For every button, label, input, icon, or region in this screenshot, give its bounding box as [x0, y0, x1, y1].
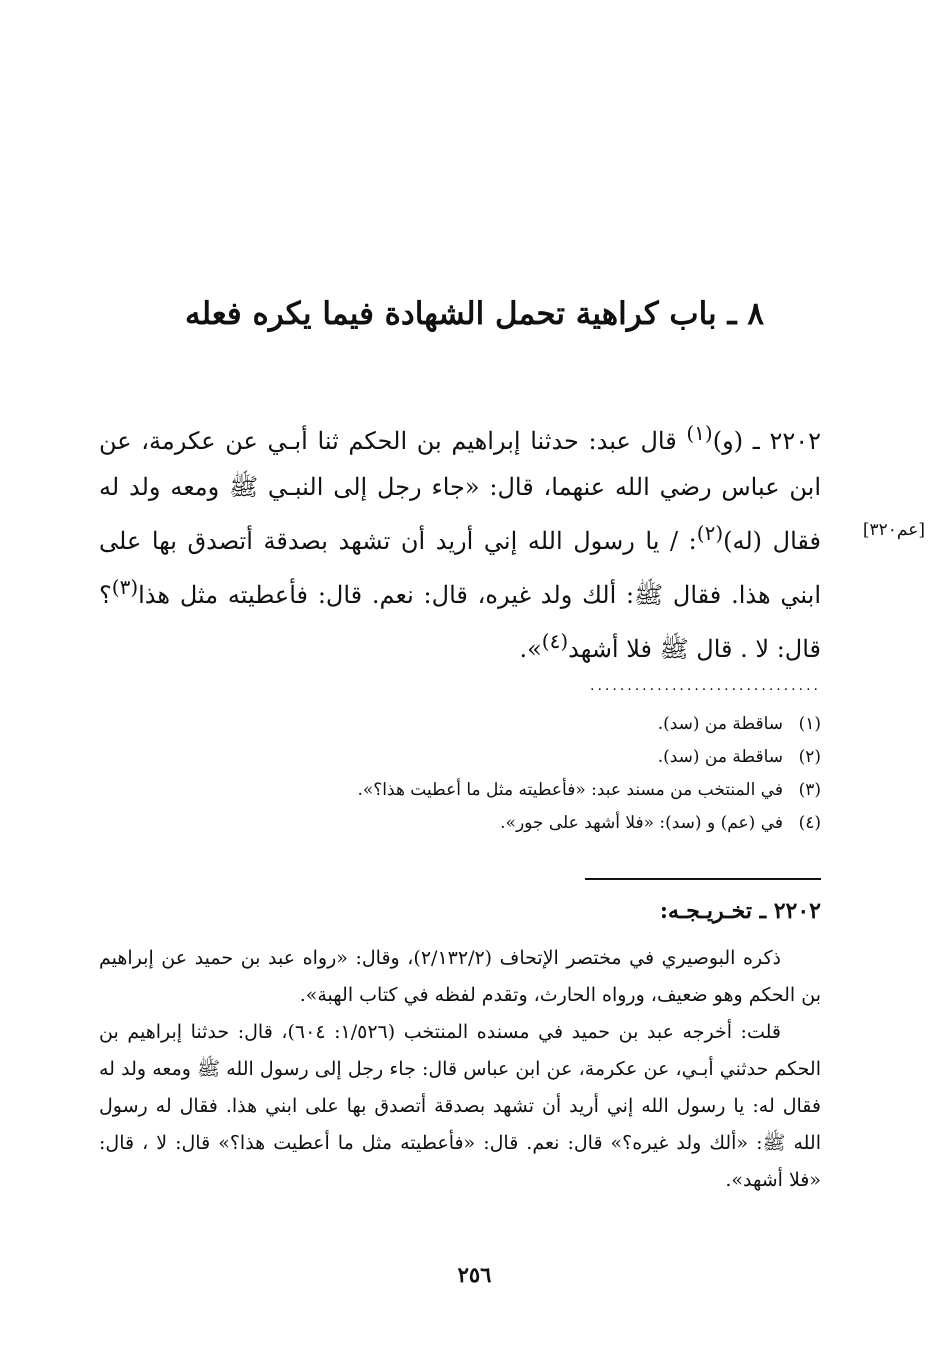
manuscript-margin-reference: [عم٣٢٠] [862, 520, 925, 540]
footnote-mark-1: (١) [686, 421, 713, 445]
footnote-item [99, 774, 821, 807]
footnote-separator-dots: ............................... [590, 678, 821, 694]
takhrij-heading: ٢٢٠٢ ـ تخـريـجـه: [659, 898, 821, 924]
hadith-text [99, 410, 821, 672]
footnote-item [99, 807, 821, 840]
footnotes-list [99, 708, 821, 840]
hadith-text-part-5: ». [519, 635, 542, 663]
footnote-number: (٢) [798, 747, 821, 767]
hadith-text-part-1: ـ (و) [712, 427, 760, 455]
page-number: ٢٥٦ [457, 1262, 492, 1287]
footnote-text: في المنتخب من مسند عبد: «فأعطيته مثل ما أعطيت هذا؟». [357, 780, 783, 800]
hadith-paragraph [99, 410, 821, 672]
footnote-text: في (عم) و (سد): «فلا أشهد على جور». [500, 813, 783, 833]
footnote-number: (٣) [798, 780, 821, 800]
hadith-text-part-4: ؟ قال: لا . قال ﷺ فلا أشهد [99, 581, 821, 663]
footnote-item [99, 741, 821, 774]
footnote-number: (٤) [798, 813, 821, 833]
footnote-item [99, 708, 821, 741]
footnote-mark-2: (٢) [696, 521, 724, 545]
takhrij-paragraph-1: ذكره البوصيري في مختصر الإتحاف (٢/١٣٢/٢)، وقال: «رواه عبد بن حميد عن إبراهيم بن الحكم وهو ضعيف، ورواه الحارث، وتقدم لفظه في كتاب الهبة». [99, 947, 821, 1006]
footnote-text: ساقطة من (سد). [657, 714, 783, 734]
section-divider [585, 878, 821, 880]
footnote-mark-3: (٣) [111, 575, 139, 599]
hadith-number: ٢٢٠٢ [769, 427, 821, 455]
takhrij-paragraph-2: قلت: أخرجه عبد بن حميد في مسنده المنتخب (١/٥٢٦: ٦٠٤)، قال: حدثنا إبراهيم بن الحكم حدثني أبـي، عن عكرمة، عن ابن عباس قال: جاء رجل إلى رسول الله ﷺ ومعه ولد له فقال له: يا رسول الله إني أريد أن تشهد بصدقة أتصدق بها على ابني هذا. فقال له رسول الله ﷺ: «ألك ولد غيره؟» قال: نعم. قال: «فأعطيته مثل ما أعطيت هذا؟» قال: لا ، قال: «فلا أشهد». [99, 1021, 821, 1191]
footnote-text: ساقطة من (سد). [657, 747, 783, 767]
chapter-title: ٨ ـ باب كراهية تحمل الشهادة فيما يكره فعله [185, 296, 764, 332]
takhrij-body [99, 940, 821, 1199]
hadith-text-part-2: قال عبد: حدثنا إبراهيم بن الحكم ثنا أبـي عن عكرمة، عن ابن عباس رضي الله عنهما، قال: «جاء رجل إلى النبـي ﷺ ومعه ولد له فقال (له) [99, 427, 821, 555]
footnote-mark-4: (٤) [541, 629, 569, 653]
footnote-number: (١) [798, 714, 821, 734]
hadith-text-part-3: : / يا رسول الله إني أريد أن تشهد بصدقة أتصدق بها على ابني هذا. فقال ﷺ: ألك ولد غيره، قال: نعم. قال: فأعطيته مثل هذا [99, 527, 821, 609]
